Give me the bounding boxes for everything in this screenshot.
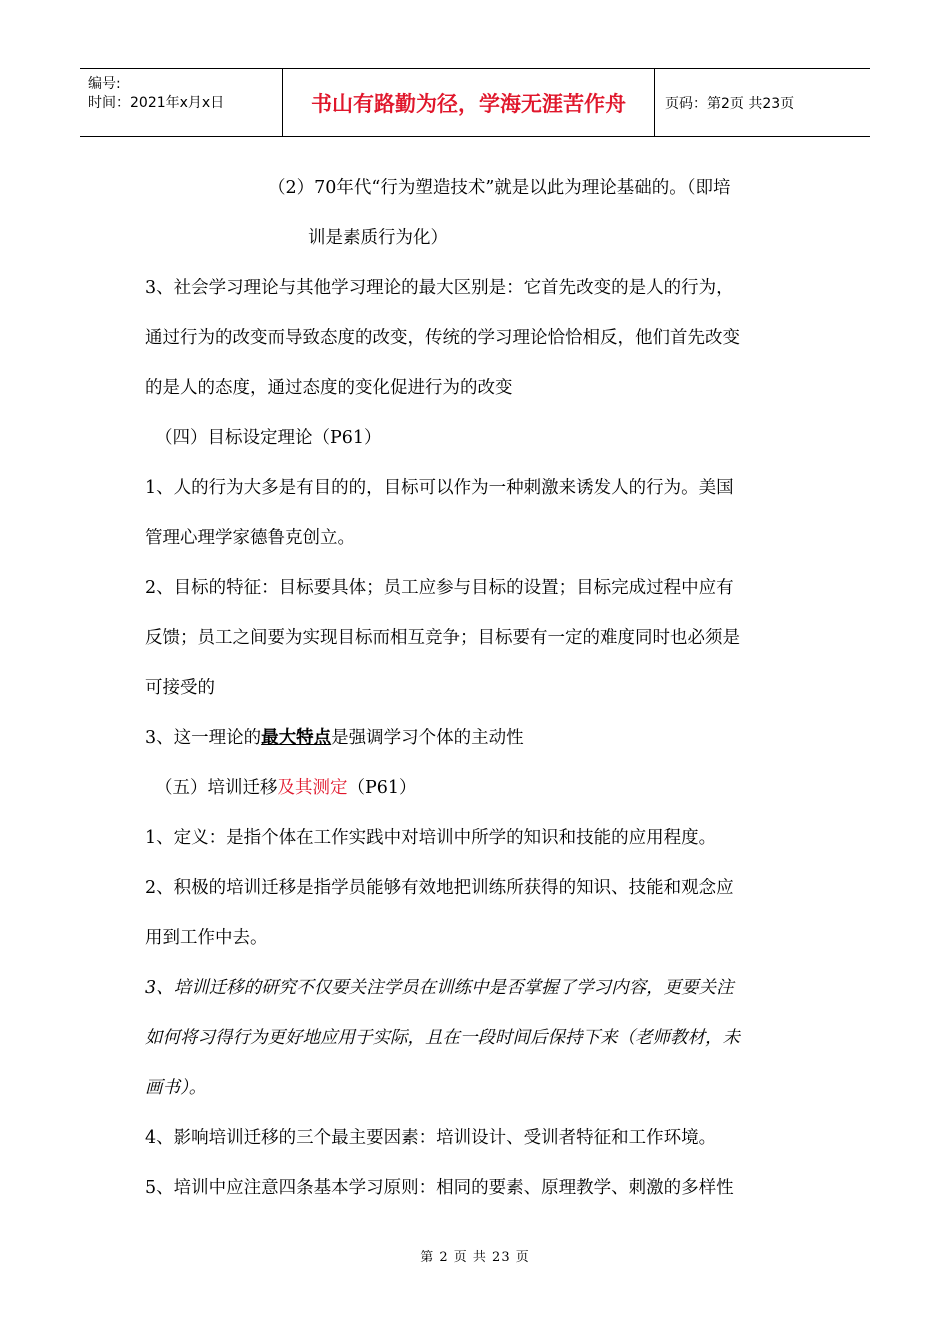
paragraph-line: 5、培训中应注意四条基本学习原则：相同的要素、原理教学、刺激的多样性 (145, 1178, 734, 1198)
paragraph-line: 管理心理学家德鲁克创立。 (145, 528, 355, 548)
highlighted-text: 及其测定 (277, 778, 348, 798)
heading-text: （五）培训迁移 (155, 778, 278, 798)
heading-ref: （P61） (347, 778, 417, 798)
header-page-info: 页码：第2页 共23页 (665, 95, 795, 112)
section-heading (145, 763, 815, 813)
paragraph-line: 可接受的 (145, 678, 215, 698)
document-number-label: 编号: (88, 76, 121, 92)
paragraph-line: 2、积极的培训迁移是指学员能够有效地把训练所获得的知识、技能和观念应 (145, 878, 734, 898)
document-body (145, 163, 815, 1213)
paragraph-line-italic: 画书）。 (145, 1078, 207, 1098)
paragraph-line-italic: 3、培训迁移的研究不仅要关注学员在训练中是否掌握了学习内容，更要关注 (145, 978, 734, 998)
page-header (80, 68, 870, 137)
section-heading: （四）目标设定理论（P61） (155, 428, 382, 448)
paragraph-line: 用到工作中去。 (145, 928, 268, 948)
paragraph-line: 训是素质行为化） (308, 228, 448, 248)
paragraph-line: 反馈；员工之间要为实现目标而相互竞争；目标要有一定的难度同时也必须是 (145, 628, 740, 648)
paragraph-line: 2、目标的特征：目标要具体；员工应参与目标的设置；目标完成过程中应有 (145, 578, 734, 598)
text-segment: 是强调学习个体的主动性 (331, 728, 524, 748)
paragraph-line: 通过行为的改变而导致态度的改变，传统的学习理论恰恰相反，他们首先改变 (145, 328, 740, 348)
paragraph-line: 3、社会学习理论与其他学习理论的最大区别是：它首先改变的是人的行为， (145, 278, 734, 298)
paragraph-line: 的是人的态度，通过态度的变化促进行为的改变 (145, 378, 513, 398)
text-segment: 3、这一理论的 (145, 728, 262, 748)
emphasized-text: 最大特点 (261, 728, 332, 748)
paragraph-line-italic: 如何将习得行为更好地应用于实际，且在一段时间后保持下来（老师教材，未 (145, 1028, 740, 1048)
paragraph-line-emphasis (145, 713, 815, 763)
header-motto: 书山有路勤为径，学海无涯苦作舟 (283, 69, 655, 136)
paragraph-line: 1、定义：是指个体在工作实践中对培训中所学的知识和技能的应用程度。 (145, 828, 717, 848)
paragraph-line: （2）70年代“行为塑造技术”就是以此为理论基础的。（即培 (268, 178, 731, 198)
paragraph-line: 1、人的行为大多是有目的的，目标可以作为一种刺激来诱发人的行为。美国 (145, 478, 734, 498)
page-footer: 第 2 页 共 23 页 (420, 1250, 530, 1265)
header-meta (80, 69, 283, 136)
paragraph-line: 4、影响培训迁移的三个最主要因素：培训设计、受训者特征和工作环境。 (145, 1128, 717, 1148)
document-date: 时间：2021年x月x日 (88, 95, 225, 111)
